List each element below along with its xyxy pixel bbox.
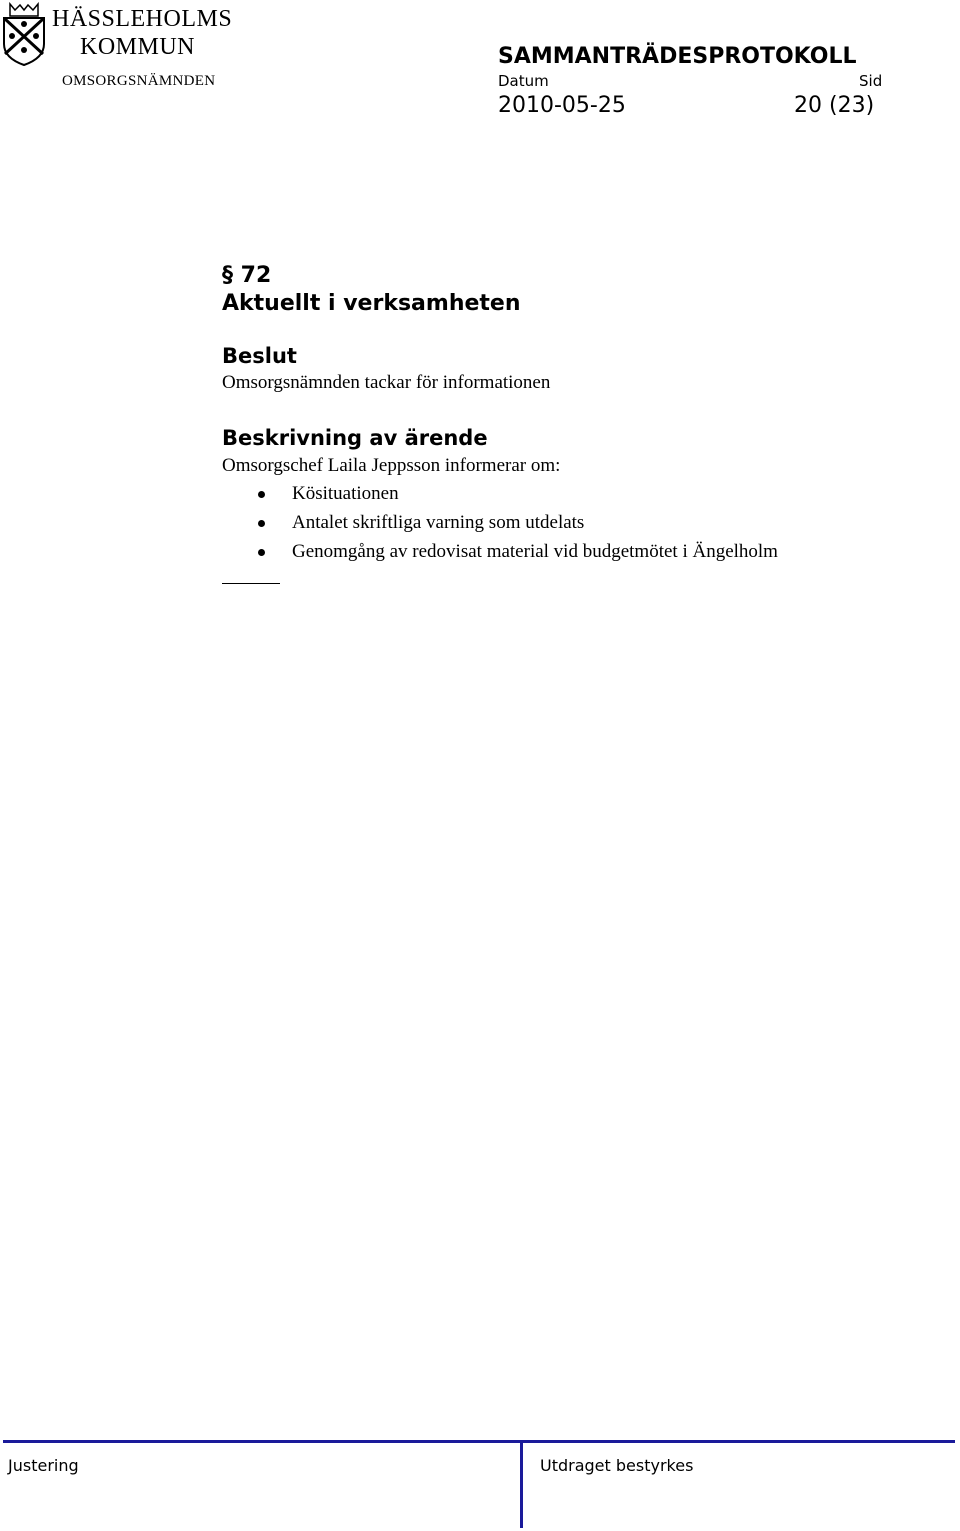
beskrivning-text: Omsorgschef Laila Jeppsson informerar om: [222,455,561,476]
utdraget-bestyrkes-label: Utdraget bestyrkes [540,1456,694,1475]
department-name: OMSORGSNÄMNDEN [62,73,216,89]
beskrivning-heading: Beskrivning av ärende [222,426,488,450]
bullet-icon [258,549,265,556]
section-number: § 72 [222,263,272,288]
bullet-list [222,481,778,568]
beslut-text: Omsorgsnämnden tackar för informationen [222,372,551,393]
justering-label: Justering [8,1456,79,1475]
date-label: Datum [498,72,549,90]
page-label: Sid [859,72,883,90]
list-item-text: Antalet skriftliga varning som utdelats [292,512,585,533]
footer-divider [520,1440,523,1528]
list-item-text: Kösituationen [292,483,399,504]
document-type: SAMMANTRÄDESPROTOKOLL [498,44,857,69]
footer-rule [3,1440,955,1443]
list-item-text: Genomgång av redovisat material vid budgetmötet i Ängelholm [292,541,778,562]
bullet-icon [258,491,265,498]
org-name-line1: HÄSSLEHOLMS [52,6,233,32]
page-value: 20 (23) [794,93,875,118]
end-of-section-rule [222,583,280,584]
section-title: Aktuellt i verksamheten [222,291,521,316]
date-value: 2010-05-25 [498,93,626,118]
beslut-heading: Beslut [222,344,297,368]
bullet-icon [258,520,265,527]
coat-of-arms-logo [2,2,46,66]
list-item [222,481,778,510]
list-item [222,510,778,539]
org-name-line2: KOMMUN [80,34,196,60]
list-item [222,539,778,568]
